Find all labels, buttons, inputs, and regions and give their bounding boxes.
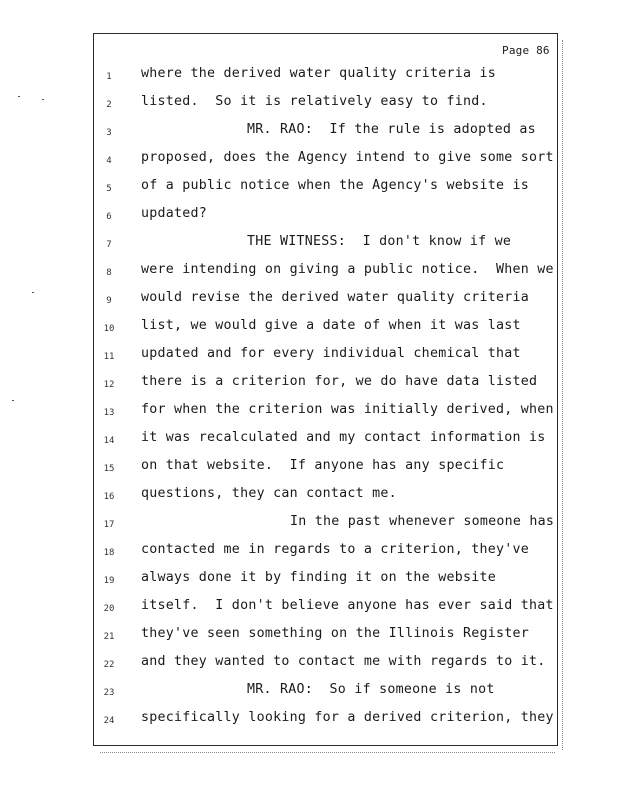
line-number: 10 bbox=[103, 324, 115, 334]
line-text: would revise the derived water quality criteria bbox=[141, 290, 530, 305]
line-text: specifically looking for a derived criterion, they bbox=[141, 710, 554, 725]
line-text: list, we would give a date of when it was last bbox=[141, 318, 521, 333]
transcript-line bbox=[0, 682, 618, 710]
line-number: 6 bbox=[106, 212, 112, 222]
transcript-line bbox=[0, 626, 618, 654]
line-number: 2 bbox=[106, 100, 112, 110]
line-number: 8 bbox=[106, 268, 112, 278]
line-text: itself. I don't believe anyone has ever said that bbox=[141, 598, 554, 613]
scan-speck bbox=[12, 400, 14, 401]
line-number: 17 bbox=[103, 520, 115, 530]
transcript-line bbox=[0, 710, 618, 738]
transcript-line bbox=[0, 514, 618, 542]
line-text: of a public notice when the Agency's website is bbox=[141, 178, 530, 193]
transcript-line bbox=[0, 458, 618, 486]
line-number: 21 bbox=[103, 632, 115, 642]
line-number: 18 bbox=[103, 548, 115, 558]
transcript-line bbox=[0, 94, 618, 122]
line-number: 3 bbox=[106, 128, 112, 138]
line-number: 9 bbox=[106, 296, 112, 306]
transcript-line bbox=[0, 318, 618, 346]
line-text: contacted me in regards to a criterion, they've bbox=[141, 542, 530, 557]
transcript-line bbox=[0, 570, 618, 598]
line-number: 19 bbox=[103, 576, 115, 586]
scan-speck bbox=[42, 99, 44, 100]
line-text: where the derived water quality criteria is bbox=[141, 66, 496, 81]
line-number: 22 bbox=[103, 660, 115, 670]
line-text: proposed, does the Agency intend to give some sort bbox=[141, 150, 554, 165]
line-text: updated? bbox=[141, 206, 208, 221]
transcript-line bbox=[0, 234, 618, 262]
line-text: they've seen something on the Illinois Register bbox=[141, 626, 530, 641]
transcript-line bbox=[0, 262, 618, 290]
transcript-line bbox=[0, 66, 618, 94]
scan-speck bbox=[32, 292, 34, 293]
page-number: Page 86 bbox=[502, 44, 550, 57]
line-text: always done it by finding it on the website bbox=[141, 570, 496, 585]
line-number: 1 bbox=[106, 72, 112, 82]
line-text: were intending on giving a public notice. When we bbox=[141, 262, 554, 277]
transcript-line bbox=[0, 598, 618, 626]
line-number: 14 bbox=[103, 436, 115, 446]
line-text: and they wanted to contact me with regards to it. bbox=[141, 654, 546, 669]
transcript-line bbox=[0, 402, 618, 430]
line-number: 11 bbox=[103, 352, 115, 362]
transcript-line bbox=[0, 122, 618, 150]
line-number: 4 bbox=[106, 156, 112, 166]
line-text: there is a criterion for, we do have data listed bbox=[141, 374, 538, 389]
scan-speck bbox=[18, 96, 20, 97]
line-number: 15 bbox=[103, 464, 115, 474]
transcript-line bbox=[0, 654, 618, 682]
transcript-line bbox=[0, 178, 618, 206]
line-text: MR. RAO: So if someone is not bbox=[247, 682, 495, 697]
line-text: THE WITNESS: I don't know if we bbox=[247, 234, 512, 249]
transcript-line bbox=[0, 290, 618, 318]
line-number: 13 bbox=[103, 408, 115, 418]
line-number: 20 bbox=[103, 604, 115, 614]
transcript-line bbox=[0, 346, 618, 374]
scan-bottom-marks bbox=[100, 752, 555, 755]
transcript-line bbox=[0, 206, 618, 234]
line-text: it was recalculated and my contact information is bbox=[141, 430, 546, 445]
transcript-line bbox=[0, 430, 618, 458]
transcript-line bbox=[0, 374, 618, 402]
line-text: updated and for every individual chemical that bbox=[141, 346, 521, 361]
line-number: 16 bbox=[103, 492, 115, 502]
line-text: listed. So it is relatively easy to find. bbox=[141, 94, 488, 109]
line-number: 5 bbox=[106, 184, 112, 194]
line-text: questions, they can contact me. bbox=[141, 486, 397, 501]
transcript-line bbox=[0, 150, 618, 178]
line-number: 23 bbox=[103, 688, 115, 698]
line-text: for when the criterion was initially derived, when bbox=[141, 402, 554, 417]
transcript-line bbox=[0, 542, 618, 570]
line-text: MR. RAO: If the rule is adopted as bbox=[247, 122, 536, 137]
line-number: 12 bbox=[103, 380, 115, 390]
line-text: In the past whenever someone has bbox=[290, 514, 555, 529]
transcript-line bbox=[0, 486, 618, 514]
line-number: 7 bbox=[106, 240, 112, 250]
line-number: 24 bbox=[103, 716, 115, 726]
line-text: on that website. If anyone has any specific bbox=[141, 458, 505, 473]
